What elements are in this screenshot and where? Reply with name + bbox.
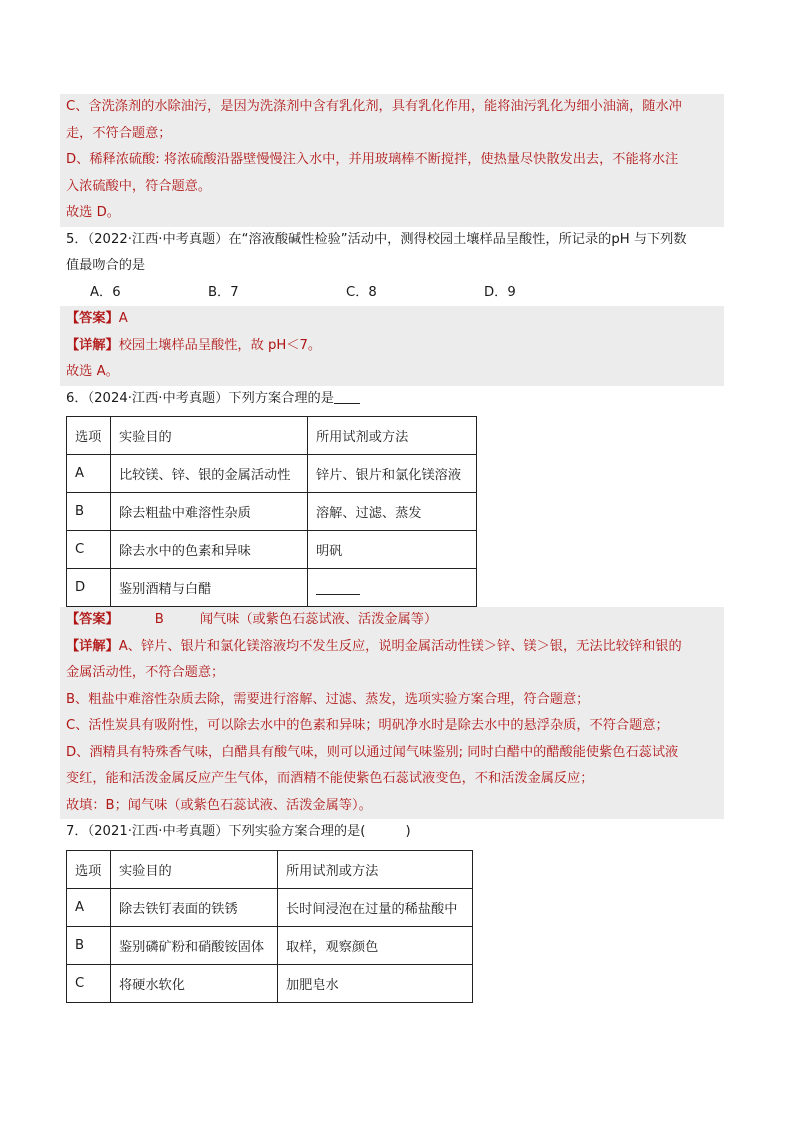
table-header-cell: 所用试剂或方法 [278, 850, 473, 888]
q4-option-d-line1: D、稀释浓硫酸: 将浓硫酸沿器壁慢慢注入水中，并用玻璃棒不断搅拌，使热量尽快散发出去，不能将水注 [66, 152, 679, 167]
table-row [67, 455, 477, 493]
q6-detail-c: C、活性炭具有吸附性，可以除去水中的色素和异味；明矾净水时是除去水中的悬浮杂质，不符合题意； [66, 718, 669, 733]
q5-stem-line2: 值最吻合的是 [66, 258, 146, 273]
answer-value-1: B [154, 612, 164, 627]
table-cell: 除去水中的色素和异味 [111, 531, 308, 569]
q4-conclusion: 故选 D。 [66, 205, 120, 220]
q6-stem [66, 386, 724, 413]
fill-blank [316, 580, 360, 595]
q7-stem-text: 7．（2021·江西·中考真题）下列实验方案合理的是( [66, 824, 366, 839]
q4-option-d-line2: 入浓硫酸中，符合题意。 [66, 178, 212, 194]
q5-option-a: A．6 [90, 284, 121, 300]
table-row [67, 569, 477, 607]
q6-conclusion: 故填：B；闻气味（或紫色石蕊试液、活泼金属等）。 [66, 797, 372, 813]
q5-options [66, 280, 724, 307]
q6-detail-a2: 金属活动性，不符合题意； [66, 665, 225, 680]
table-cell: 长时间浸泡在过量的稀盐酸中 [278, 888, 473, 926]
table-header-cell: 所用试剂或方法 [308, 417, 477, 455]
q5-answer-block [60, 306, 724, 386]
table-header-cell: 实验目的 [111, 417, 308, 455]
q7-stem-close: ) [405, 824, 411, 839]
q6-detail-a1 [66, 634, 724, 661]
answer-label: 【答案】 [66, 311, 119, 326]
q6-detail-d2: 变红，能和活泼金属反应产生气体，而酒精不能使紫色石蕊试液变色，不和活泼金属反应； [66, 771, 594, 786]
q6-detail-d1: D、酒精具有特殊香气味，白醋具有酸气味，则可以通过闻气味鉴别; 同时白醋中的醋酸能使紫色石蕊试液 [66, 744, 679, 760]
q4-option-c-line2: 走，不符合题意； [66, 125, 172, 141]
table-cell: B [67, 926, 111, 964]
table-cell: 加肥皂水 [278, 964, 473, 1002]
table-header-cell: 实验目的 [111, 850, 278, 888]
table-cell: 锌片、银片和氯化镁溶液 [308, 455, 477, 493]
table-cell: A [67, 455, 111, 493]
table-row [67, 926, 473, 964]
table-cell: A [67, 888, 111, 926]
q4-option-c-line1: C、含洗涤剂的水除油污，是因为洗涤剂中含有乳化剂，具有乳化作用，能将油污乳化为细小油滴，随水冲 [66, 99, 682, 114]
q5-detail [66, 333, 724, 360]
table-row [67, 964, 473, 1002]
table-cell: 溶解、过滤、蒸发 [308, 493, 477, 531]
table-cell: 将硬水软化 [111, 964, 278, 1002]
table-row [67, 493, 477, 531]
q6-stem-text: 6．（2024·江西·中考真题）下列方案合理的是 [66, 390, 334, 406]
q5-conclusion: 故选 A。 [66, 364, 119, 379]
table-header-cell: 选项 [67, 417, 111, 455]
table-cell: 除去铁钉表面的铁锈 [111, 888, 278, 926]
table-cell: 鉴别磷矿粉和硝酸铵固体 [111, 926, 278, 964]
q7-table [66, 850, 473, 1003]
table-cell: C [67, 531, 111, 569]
table-cell: 明矾 [308, 531, 477, 569]
table-cell: C [67, 964, 111, 1002]
q6-answer [66, 607, 724, 634]
table-cell: B [67, 493, 111, 531]
q6-detail-b: B、粗盐中难溶性杂质去除，需要进行溶解、过滤、蒸发，选项实验方案合理，符合题意； [66, 691, 590, 707]
detail-text: 校园土壤样品呈酸性，故 pH＜7。 [118, 337, 322, 353]
answer-blank [334, 389, 360, 404]
answer-label: 【答案】 [66, 612, 119, 627]
table-cell: 比较镁、锌、银的金属活动性 [111, 455, 308, 493]
detail-text: A、锌片、银片和氯化镁溶液均不发生反应，说明金属活动性镁＞锌、镁＞银，无法比较锌和银的 [118, 638, 682, 654]
table-cell: D [67, 569, 111, 607]
q4-explanation [60, 94, 724, 227]
table-cell-blank [308, 569, 477, 607]
q5-option-d: D．9 [484, 284, 516, 300]
table-header-row [67, 850, 473, 888]
q6-answer-block [60, 607, 724, 819]
table-header-row [67, 417, 477, 455]
q7-stem [66, 819, 724, 846]
q5-option-b: B．7 [208, 284, 239, 300]
document-page [66, 94, 724, 1003]
q5-stem-line1: 5．（2022·江西·中考真题）在“溶液酸碱性检验”活动中，测得校园土壤样品呈酸性，所记录的pH 与下列数 [66, 231, 687, 247]
q6-table [66, 416, 477, 607]
detail-label: 【详解】 [66, 337, 119, 353]
answer-value-2: 闻气味（或紫色石蕊试液、活泼金属等） [199, 612, 438, 627]
q5-option-c: C．8 [346, 284, 377, 300]
q5-answer [66, 306, 724, 333]
table-cell: 除去粗盐中难溶性杂质 [111, 493, 308, 531]
table-header-cell: 选项 [67, 850, 111, 888]
table-cell: 取样，观察颜色 [278, 926, 473, 964]
detail-label: 【详解】 [66, 638, 119, 654]
table-cell: 鉴别酒精与白醋 [111, 569, 308, 607]
table-row [67, 531, 477, 569]
answer-value: A [118, 311, 128, 326]
table-row [67, 888, 473, 926]
